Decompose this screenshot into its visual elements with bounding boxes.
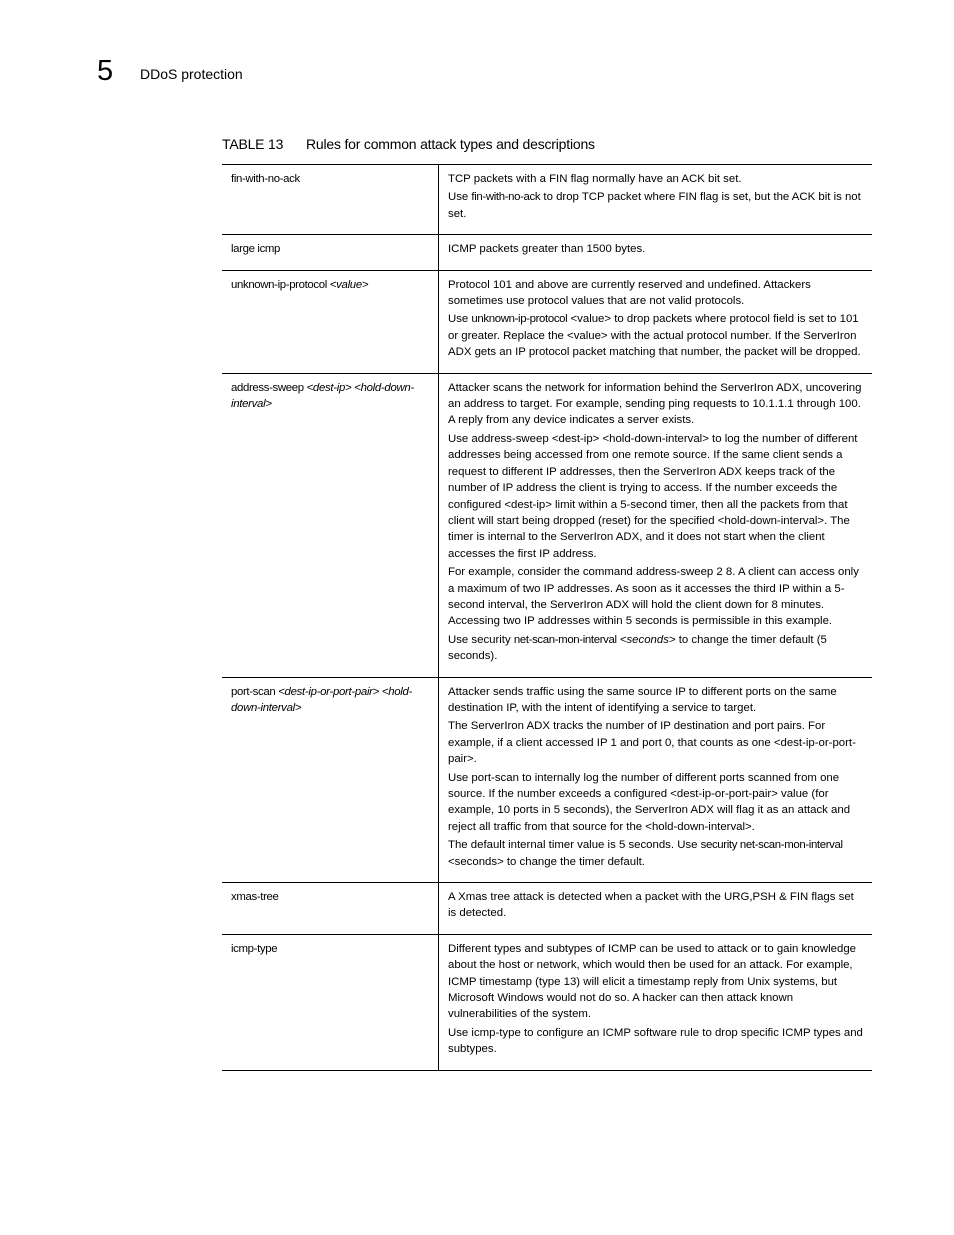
rule-description-cell: [439, 235, 873, 270]
chapter-number: 5: [97, 55, 114, 87]
rules-table: [222, 164, 872, 1071]
text-run: Use: [448, 191, 472, 204]
argument: <seconds>: [616, 633, 676, 646]
rule-name-cell: [222, 270, 439, 373]
chapter-title: DDoS protection: [140, 66, 243, 82]
description-paragraph: A Xmas tree attack is detected when a packet with the URG,PSH & FIN flags set is detected.: [448, 891, 854, 920]
rule-description-cell: [439, 373, 873, 677]
rule-description-cell: [439, 677, 873, 882]
rule-name: unknown-ip-protocol: [231, 278, 327, 291]
table-row: [222, 934, 872, 1070]
rule-description-cell: [439, 165, 873, 235]
rule-name: large icmp: [231, 243, 281, 256]
description-paragraph: Use port-scan to internally log the number of different ports scanned from one source. If the number exceeds a configured <dest-ip-or-port-pair> value (for example, 10 ports in 5 seconds), the ServerIron ADX will flag it as an attack and reject all traffic from that source for the <hold-down-interval>.: [448, 771, 851, 833]
rule-name-cell: [222, 165, 439, 235]
keyword: security net-scan-mon-interval: [700, 839, 843, 852]
table-row: [222, 235, 872, 270]
description-paragraph: [448, 189, 864, 222]
table-label: TABLE 13: [222, 136, 284, 152]
table-row: [222, 883, 872, 935]
description-paragraph: TCP packets with a FIN flag normally have an ACK bit set.: [448, 173, 742, 185]
rule-name-cell: [222, 883, 439, 935]
description-paragraph: [448, 311, 864, 360]
rule-name: icmp-type: [231, 942, 278, 955]
rule-name: fin-with-no-ack: [231, 173, 300, 185]
keyword: unknown-ip-protocol: [471, 313, 568, 326]
text-run: Use: [448, 313, 472, 326]
table-row: [222, 677, 872, 882]
rule-args: <dest-ip> <hold-down-interval>: [231, 381, 414, 411]
rule-args: <dest-ip-or-port-pair> <hold-down-interval>: [231, 685, 413, 714]
rule-name: port-scan: [231, 685, 276, 698]
description-paragraph: For example, consider the command address-sweep 2 8. A client can access only a maximum of two IP addresses. As soon as it accesses the third IP within a 5-second interval, the ServerIron ADX will hold the client down for 8 minutes. Accessing two IP addresses within 5 seconds is permissible in this example.: [448, 566, 859, 628]
description-paragraph: The ServerIron ADX tracks the number of IP destination and port pairs. For example, if a client accessed IP 1 and port 0, that counts as one <dest-ip-or-port-pair>.: [448, 720, 856, 766]
rule-name-cell: [222, 677, 439, 882]
rule-name: xmas-tree: [231, 891, 279, 904]
description-paragraph: Different types and subtypes of ICMP can be used to attack or to gain knowledge about the host or network, which would then be used for an attack. For example, ICMP timestamp (type 13) will elicit a timestamp reply from Unix systems, but Microsoft Windows would not do so. A hacker can then attack known vulnerabilities of the system.: [448, 942, 856, 1021]
description-paragraph: [448, 632, 864, 665]
rule-name-cell: [222, 235, 439, 270]
description-paragraph: Use address-sweep <dest-ip> <hold-down-interval> to log the number of different addresses being accessed from one remote source. If the same client sends a request to different IP addresses, then the ServerIron ADX keeps track of the number of IP address the client is trying to access. If the number exceeds the configured <dest-ip> limit within a 5-second timer, then all the packets from that client will start being dropped (reset) for the specified <hold-down-interval>. The timer is internal to the ServerIron ADX, and it does not start when the client accesses the first IP address.: [448, 432, 858, 560]
text-run: <seconds> to change the timer default.: [448, 855, 645, 868]
description-paragraph: Protocol 101 and above are currently reserved and undefined. Attackers sometimes use protocol values that are not valid protocols.: [448, 278, 811, 308]
table-title: Rules for common attack types and descriptions: [306, 136, 595, 152]
rule-name-cell: [222, 934, 439, 1070]
rule-args: <value>: [326, 278, 369, 291]
keyword: fin-with-no-ack: [471, 191, 541, 204]
table-row: [222, 373, 872, 677]
description-paragraph: Attacker sends traffic using the same source IP to different ports on the same destination IP, with the intent of identifying a service to target.: [448, 685, 837, 714]
rule-description-cell: [439, 934, 873, 1070]
text-run: <value> to drop packets where protocol field is set to 101 or greater. Replace the <value> with the actual protocol number. If the ServerIron ADX gets an IP protocol packet matching that number, the packet will be dropped.: [448, 313, 861, 359]
table-row: [222, 165, 872, 235]
description-paragraph: Use icmp-type to configure an ICMP software rule to drop specific ICMP types and subtypes.: [448, 1026, 863, 1056]
table-caption: [222, 136, 595, 152]
description-paragraph: Attacker scans the network for information behind the ServerIron ADX, uncovering an address to target. For example, sending ping requests to 10.1.1.1 through 100. A reply from any device indicates a server exists.: [448, 381, 862, 427]
text-run: The default internal timer value is 5 seconds. Use: [448, 839, 701, 852]
rule-description-cell: [439, 883, 873, 935]
rule-description-cell: [439, 270, 873, 373]
rule-name: address-sweep: [231, 381, 304, 394]
description-paragraph: ICMP packets greater than 1500 bytes.: [448, 243, 646, 256]
description-paragraph: [448, 837, 864, 870]
text-run: to drop TCP packet where FIN flag is set, but the ACK bit is not set.: [448, 191, 861, 220]
table-row: [222, 270, 872, 373]
text-run: Use security: [448, 633, 514, 646]
text-run: to change the timer default (5 seconds).: [448, 633, 827, 663]
keyword: net-scan-mon-interval: [513, 633, 617, 646]
rule-name-cell: [222, 373, 439, 677]
